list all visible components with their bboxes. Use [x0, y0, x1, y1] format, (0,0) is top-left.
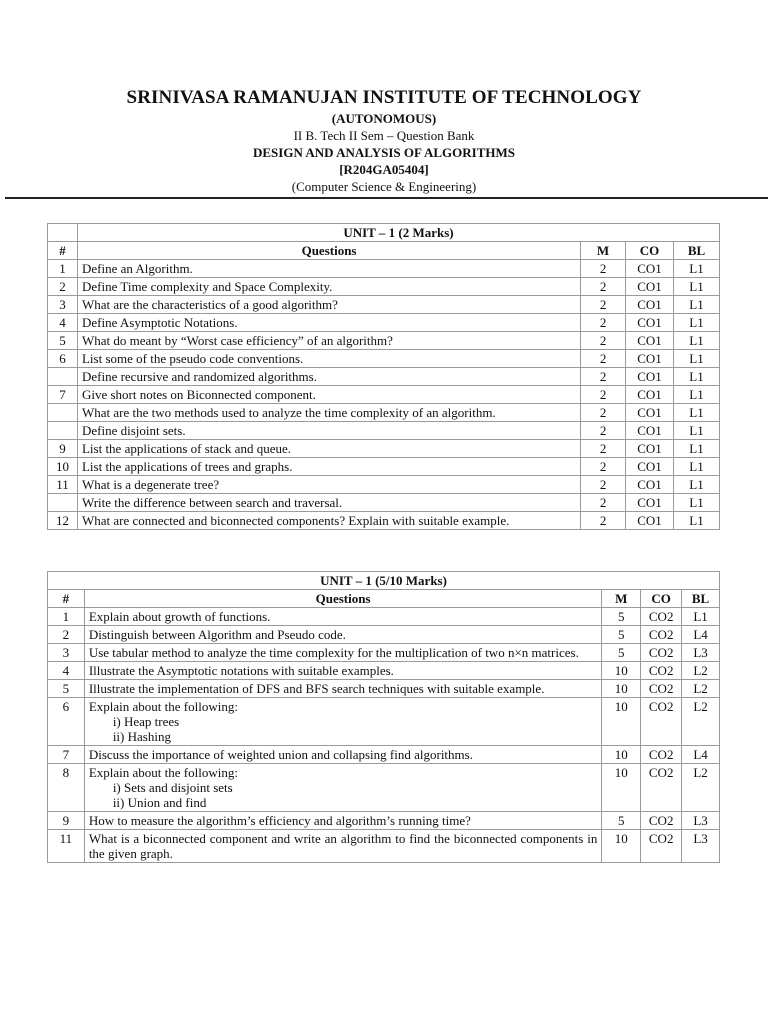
question-row: [48, 458, 720, 476]
question-marks: 5: [602, 608, 641, 626]
question-marks: 2: [581, 494, 626, 512]
question-co: CO2: [641, 680, 682, 698]
question-co: CO1: [626, 278, 674, 296]
question-row: [48, 830, 720, 863]
question-bl: L2: [682, 698, 720, 746]
question-cell: [77, 512, 580, 530]
question-co: CO1: [626, 332, 674, 350]
question-number: 5: [48, 680, 85, 698]
question-number: 7: [48, 386, 78, 404]
question-bl: L3: [682, 644, 720, 662]
question-cell: [77, 332, 580, 350]
question-number: [48, 422, 78, 440]
header-divider: [5, 197, 768, 199]
question-number: 2: [48, 278, 78, 296]
question-bl: L3: [682, 812, 720, 830]
question-co: CO2: [641, 608, 682, 626]
question-bl: L2: [682, 680, 720, 698]
question-cell: [77, 296, 580, 314]
question-row: [48, 404, 720, 422]
question-number: [48, 494, 78, 512]
question-co: CO2: [641, 644, 682, 662]
question-cell: [84, 746, 602, 764]
question-marks: 2: [581, 404, 626, 422]
sub-question: i) Heap trees: [112, 714, 180, 729]
subject-code: [R204GA05404]: [339, 162, 429, 177]
question-bl: L1: [674, 440, 720, 458]
question-bl: L1: [682, 608, 720, 626]
institute-name: SRINIVASA RAMANUJAN INSTITUTE OF TECHNOLOGY: [126, 87, 642, 108]
question-text: What are the characteristics of a good algorithm?: [81, 297, 338, 312]
question-text: Discuss the importance of weighted union and collapsing find algorithms.: [88, 747, 473, 762]
question-co: CO2: [641, 698, 682, 746]
question-bl: L1: [674, 476, 720, 494]
question-row: [48, 386, 720, 404]
question-co: CO2: [641, 662, 682, 680]
question-co: CO2: [641, 812, 682, 830]
unit-title-row: [48, 572, 720, 590]
question-co: CO1: [626, 260, 674, 278]
question-cell: [84, 698, 602, 746]
question-text: Explain about growth of functions.: [88, 609, 271, 624]
question-co: CO1: [626, 296, 674, 314]
question-cell: [84, 812, 602, 830]
question-cell: [84, 626, 602, 644]
question-bl: L2: [682, 764, 720, 812]
question-number: 3: [48, 644, 85, 662]
question-marks: 10: [602, 680, 641, 698]
question-cell: [77, 422, 580, 440]
question-text: Illustrate the implementation of DFS and BFS search techniques with suitable example.: [88, 681, 545, 696]
question-cell: [77, 260, 580, 278]
question-marks: 10: [602, 830, 641, 863]
question-text: Explain about the following:: [88, 765, 238, 780]
question-bl: L2: [682, 662, 720, 680]
question-cell: [77, 476, 580, 494]
question-cell: [77, 494, 580, 512]
question-co: CO1: [626, 512, 674, 530]
question-row: [48, 662, 720, 680]
question-number: 1: [48, 608, 85, 626]
question-row: [48, 350, 720, 368]
question-co: CO2: [641, 830, 682, 863]
program-line: II B. Tech II Sem – Question Bank: [293, 128, 475, 143]
question-row: [48, 440, 720, 458]
question-row: [48, 494, 720, 512]
question-marks: 2: [581, 314, 626, 332]
department-line: (Computer Science & Engineering): [291, 179, 477, 194]
question-text: Define disjoint sets.: [81, 423, 186, 438]
question-bl: L1: [674, 296, 720, 314]
question-row: [48, 296, 720, 314]
question-number: 11: [48, 830, 85, 863]
question-bl: L1: [674, 512, 720, 530]
question-row: [48, 332, 720, 350]
question-row: [48, 608, 720, 626]
question-cell: [77, 368, 580, 386]
question-row: [48, 368, 720, 386]
col-header-number: #: [48, 590, 85, 608]
question-marks: 2: [581, 422, 626, 440]
question-number: [48, 368, 78, 386]
question-number: [48, 404, 78, 422]
question-bl: L1: [674, 332, 720, 350]
question-number: 2: [48, 626, 85, 644]
question-number: 4: [48, 662, 85, 680]
question-number: 11: [48, 476, 78, 494]
question-co: CO1: [626, 440, 674, 458]
question-row: [48, 812, 720, 830]
question-marks: 5: [602, 626, 641, 644]
unit-title: UNIT – 1 (5/10 Marks): [48, 572, 720, 590]
question-text: What is a degenerate tree?: [81, 477, 220, 492]
question-row: [48, 314, 720, 332]
question-number: 10: [48, 458, 78, 476]
question-row: [48, 476, 720, 494]
question-marks: 10: [602, 746, 641, 764]
question-row: [48, 512, 720, 530]
question-cell: [77, 314, 580, 332]
question-text: Give short notes on Biconnected component.: [81, 387, 316, 402]
question-row: [48, 764, 720, 812]
question-bl: L1: [674, 404, 720, 422]
question-number: 12: [48, 512, 78, 530]
question-number: 6: [48, 350, 78, 368]
question-cell: [77, 386, 580, 404]
question-marks: 2: [581, 386, 626, 404]
question-text: Define Asymptotic Notations.: [81, 315, 238, 330]
question-bl: L4: [682, 626, 720, 644]
question-text: List the applications of stack and queue.: [81, 441, 291, 456]
question-co: CO2: [641, 746, 682, 764]
subject-title: DESIGN AND ANALYSIS OF ALGORITHMS: [253, 145, 515, 160]
question-marks: 2: [581, 278, 626, 296]
question-number: 5: [48, 332, 78, 350]
question-cell: [77, 440, 580, 458]
question-text: What do meant by “Worst case efficiency” of an algorithm?: [81, 333, 393, 348]
question-cell: [84, 680, 602, 698]
question-marks: 2: [581, 476, 626, 494]
question-cell: [84, 830, 602, 863]
question-text: Explain about the following:: [88, 699, 238, 714]
question-number: 7: [48, 746, 85, 764]
question-cell: [84, 662, 602, 680]
question-marks: 10: [602, 698, 641, 746]
question-row: [48, 260, 720, 278]
question-marks: 10: [602, 662, 641, 680]
question-bl: L1: [674, 386, 720, 404]
question-co: CO1: [626, 422, 674, 440]
question-bl: L1: [674, 278, 720, 296]
unit-title: UNIT – 1 (2 Marks): [77, 224, 719, 242]
question-text: Write the difference between search and traversal.: [81, 495, 343, 510]
question-bl: L1: [674, 260, 720, 278]
question-cell: [77, 278, 580, 296]
question-co: CO1: [626, 386, 674, 404]
col-header-bl: BL: [674, 242, 720, 260]
question-number: 1: [48, 260, 78, 278]
unit1-short-table: [47, 223, 720, 530]
question-row: [48, 626, 720, 644]
question-marks: 2: [581, 332, 626, 350]
document-header: [0, 86, 768, 195]
unit-title-row: [48, 224, 720, 242]
question-co: CO2: [641, 626, 682, 644]
question-co: CO1: [626, 404, 674, 422]
sub-question: ii) Union and find: [112, 795, 207, 810]
question-cell: [84, 764, 602, 812]
question-marks: 5: [602, 812, 641, 830]
question-cell: [84, 644, 602, 662]
col-header-co: CO: [626, 242, 674, 260]
question-marks: 5: [602, 644, 641, 662]
col-header-questions: Questions: [84, 590, 602, 608]
question-row: [48, 698, 720, 746]
col-header-marks: M: [602, 590, 641, 608]
question-marks: 2: [581, 350, 626, 368]
question-bl: L4: [682, 746, 720, 764]
question-text: What are connected and biconnected components? Explain with suitable example.: [81, 513, 510, 528]
question-number: 9: [48, 440, 78, 458]
sub-question: ii) Hashing: [112, 729, 171, 744]
question-row: [48, 278, 720, 296]
column-header-row: [48, 242, 720, 260]
unit1-long-table: [47, 571, 720, 863]
col-header-marks: M: [581, 242, 626, 260]
autonomous-label: (AUTONOMOUS): [331, 111, 437, 126]
question-marks: 2: [581, 296, 626, 314]
question-text: List the applications of trees and graphs.: [81, 459, 293, 474]
question-co: CO1: [626, 476, 674, 494]
question-bl: L1: [674, 494, 720, 512]
question-row: [48, 680, 720, 698]
question-marks: 2: [581, 260, 626, 278]
question-number: 8: [48, 764, 85, 812]
question-bl: L3: [682, 830, 720, 863]
question-cell: [77, 458, 580, 476]
question-number: 9: [48, 812, 85, 830]
question-co: CO1: [626, 350, 674, 368]
question-cell: [77, 350, 580, 368]
column-header-row: [48, 590, 720, 608]
question-co: CO1: [626, 368, 674, 386]
question-text: Distinguish between Algorithm and Pseudo code.: [88, 627, 346, 642]
question-number: 4: [48, 314, 78, 332]
question-bl: L1: [674, 314, 720, 332]
question-marks: 2: [581, 512, 626, 530]
question-co: CO1: [626, 494, 674, 512]
question-bl: L1: [674, 458, 720, 476]
question-text: Use tabular method to analyze the time complexity for the multiplication of two n×n matrices.: [88, 645, 579, 660]
question-bl: L1: [674, 368, 720, 386]
question-bl: L1: [674, 350, 720, 368]
question-cell: [84, 608, 602, 626]
question-row: [48, 422, 720, 440]
question-text: What are the two methods used to analyze the time complexity of an algorithm.: [81, 405, 496, 420]
question-marks: 2: [581, 368, 626, 386]
question-text: Define recursive and randomized algorithms.: [81, 369, 317, 384]
question-text: What is a biconnected component and write an algorithm to find the biconnected components in the given graph.: [88, 831, 598, 861]
question-text: Illustrate the Asymptotic notations with suitable examples.: [88, 663, 394, 678]
question-cell: [77, 404, 580, 422]
col-header-bl: BL: [682, 590, 720, 608]
question-co: CO1: [626, 458, 674, 476]
question-bl: L1: [674, 422, 720, 440]
question-co: CO1: [626, 314, 674, 332]
question-text: List some of the pseudo code conventions.: [81, 351, 304, 366]
question-text: Define Time complexity and Space Complexity.: [81, 279, 333, 294]
col-header-questions: Questions: [77, 242, 580, 260]
question-marks: 2: [581, 458, 626, 476]
question-row: [48, 746, 720, 764]
question-number: 6: [48, 698, 85, 746]
question-number: 3: [48, 296, 78, 314]
question-row: [48, 644, 720, 662]
col-header-number: #: [48, 242, 78, 260]
question-co: CO2: [641, 764, 682, 812]
question-marks: 10: [602, 764, 641, 812]
question-text: Define an Algorithm.: [81, 261, 193, 276]
sub-question: i) Sets and disjoint sets: [112, 780, 233, 795]
question-marks: 2: [581, 440, 626, 458]
question-text: How to measure the algorithm’s efficiency and algorithm’s running time?: [88, 813, 471, 828]
col-header-co: CO: [641, 590, 682, 608]
